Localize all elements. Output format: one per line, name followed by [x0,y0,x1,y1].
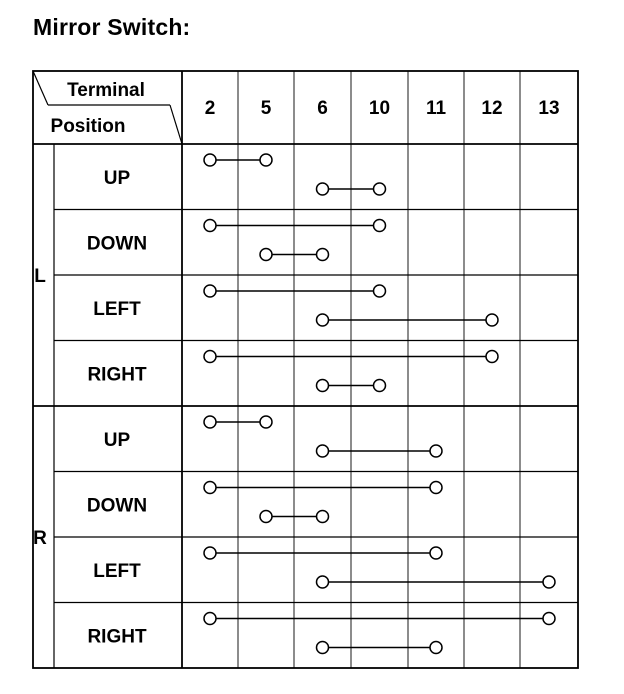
header-diagonal [33,71,48,105]
group-label: L [34,266,46,287]
terminal-node [260,416,272,428]
position-label: RIGHT [87,626,147,648]
terminal-node [317,314,329,326]
terminal-node [430,445,442,457]
terminal-node [204,482,216,494]
position-label: LEFT [93,560,141,582]
terminal-node [374,285,386,297]
terminal-header-label: Terminal [67,80,145,101]
terminal-node [317,380,329,392]
position-header-label: Position [50,116,126,137]
terminal-node [317,183,329,195]
terminal-node [317,576,329,588]
position-label: DOWN [86,495,148,517]
terminal-number: 6 [317,98,328,119]
terminal-node [204,416,216,428]
terminal-node [430,642,442,654]
terminal-node [204,220,216,232]
terminal-number: 5 [260,98,272,119]
terminal-number: 11 [425,98,447,119]
terminal-node [204,285,216,297]
terminal-node [543,613,555,625]
terminal-node [430,547,442,559]
terminal-node [543,576,555,588]
header-diagonal [170,105,182,144]
terminal-node [486,314,498,326]
position-label: DOWN [86,233,148,255]
table-header [51,80,560,137]
terminal-number: 10 [368,98,391,119]
terminal-node [374,380,386,392]
terminal-node [317,511,329,523]
position-label: LEFT [93,298,141,320]
terminal-node [486,351,498,363]
group-label: R [33,528,47,549]
terminal-node [260,154,272,166]
position-label: RIGHT [87,364,147,386]
terminal-node [204,351,216,363]
terminal-node [317,642,329,654]
terminal-node [374,220,386,232]
terminal-node [374,183,386,195]
terminal-number: 13 [538,98,560,119]
position-label: UP [103,429,131,451]
diagram-title: Mirror Switch: [33,14,191,40]
terminal-node [317,249,329,261]
terminal-number: 2 [204,98,216,119]
terminal-number: 12 [481,98,503,119]
position-label: UP [103,167,131,189]
table-rows [33,168,147,648]
terminal-node [204,154,216,166]
terminal-node [260,249,272,261]
terminal-node [430,482,442,494]
terminal-node [204,613,216,625]
continuity-connections [204,154,555,654]
terminal-node [204,547,216,559]
terminal-node [317,445,329,457]
terminal-node [260,511,272,523]
